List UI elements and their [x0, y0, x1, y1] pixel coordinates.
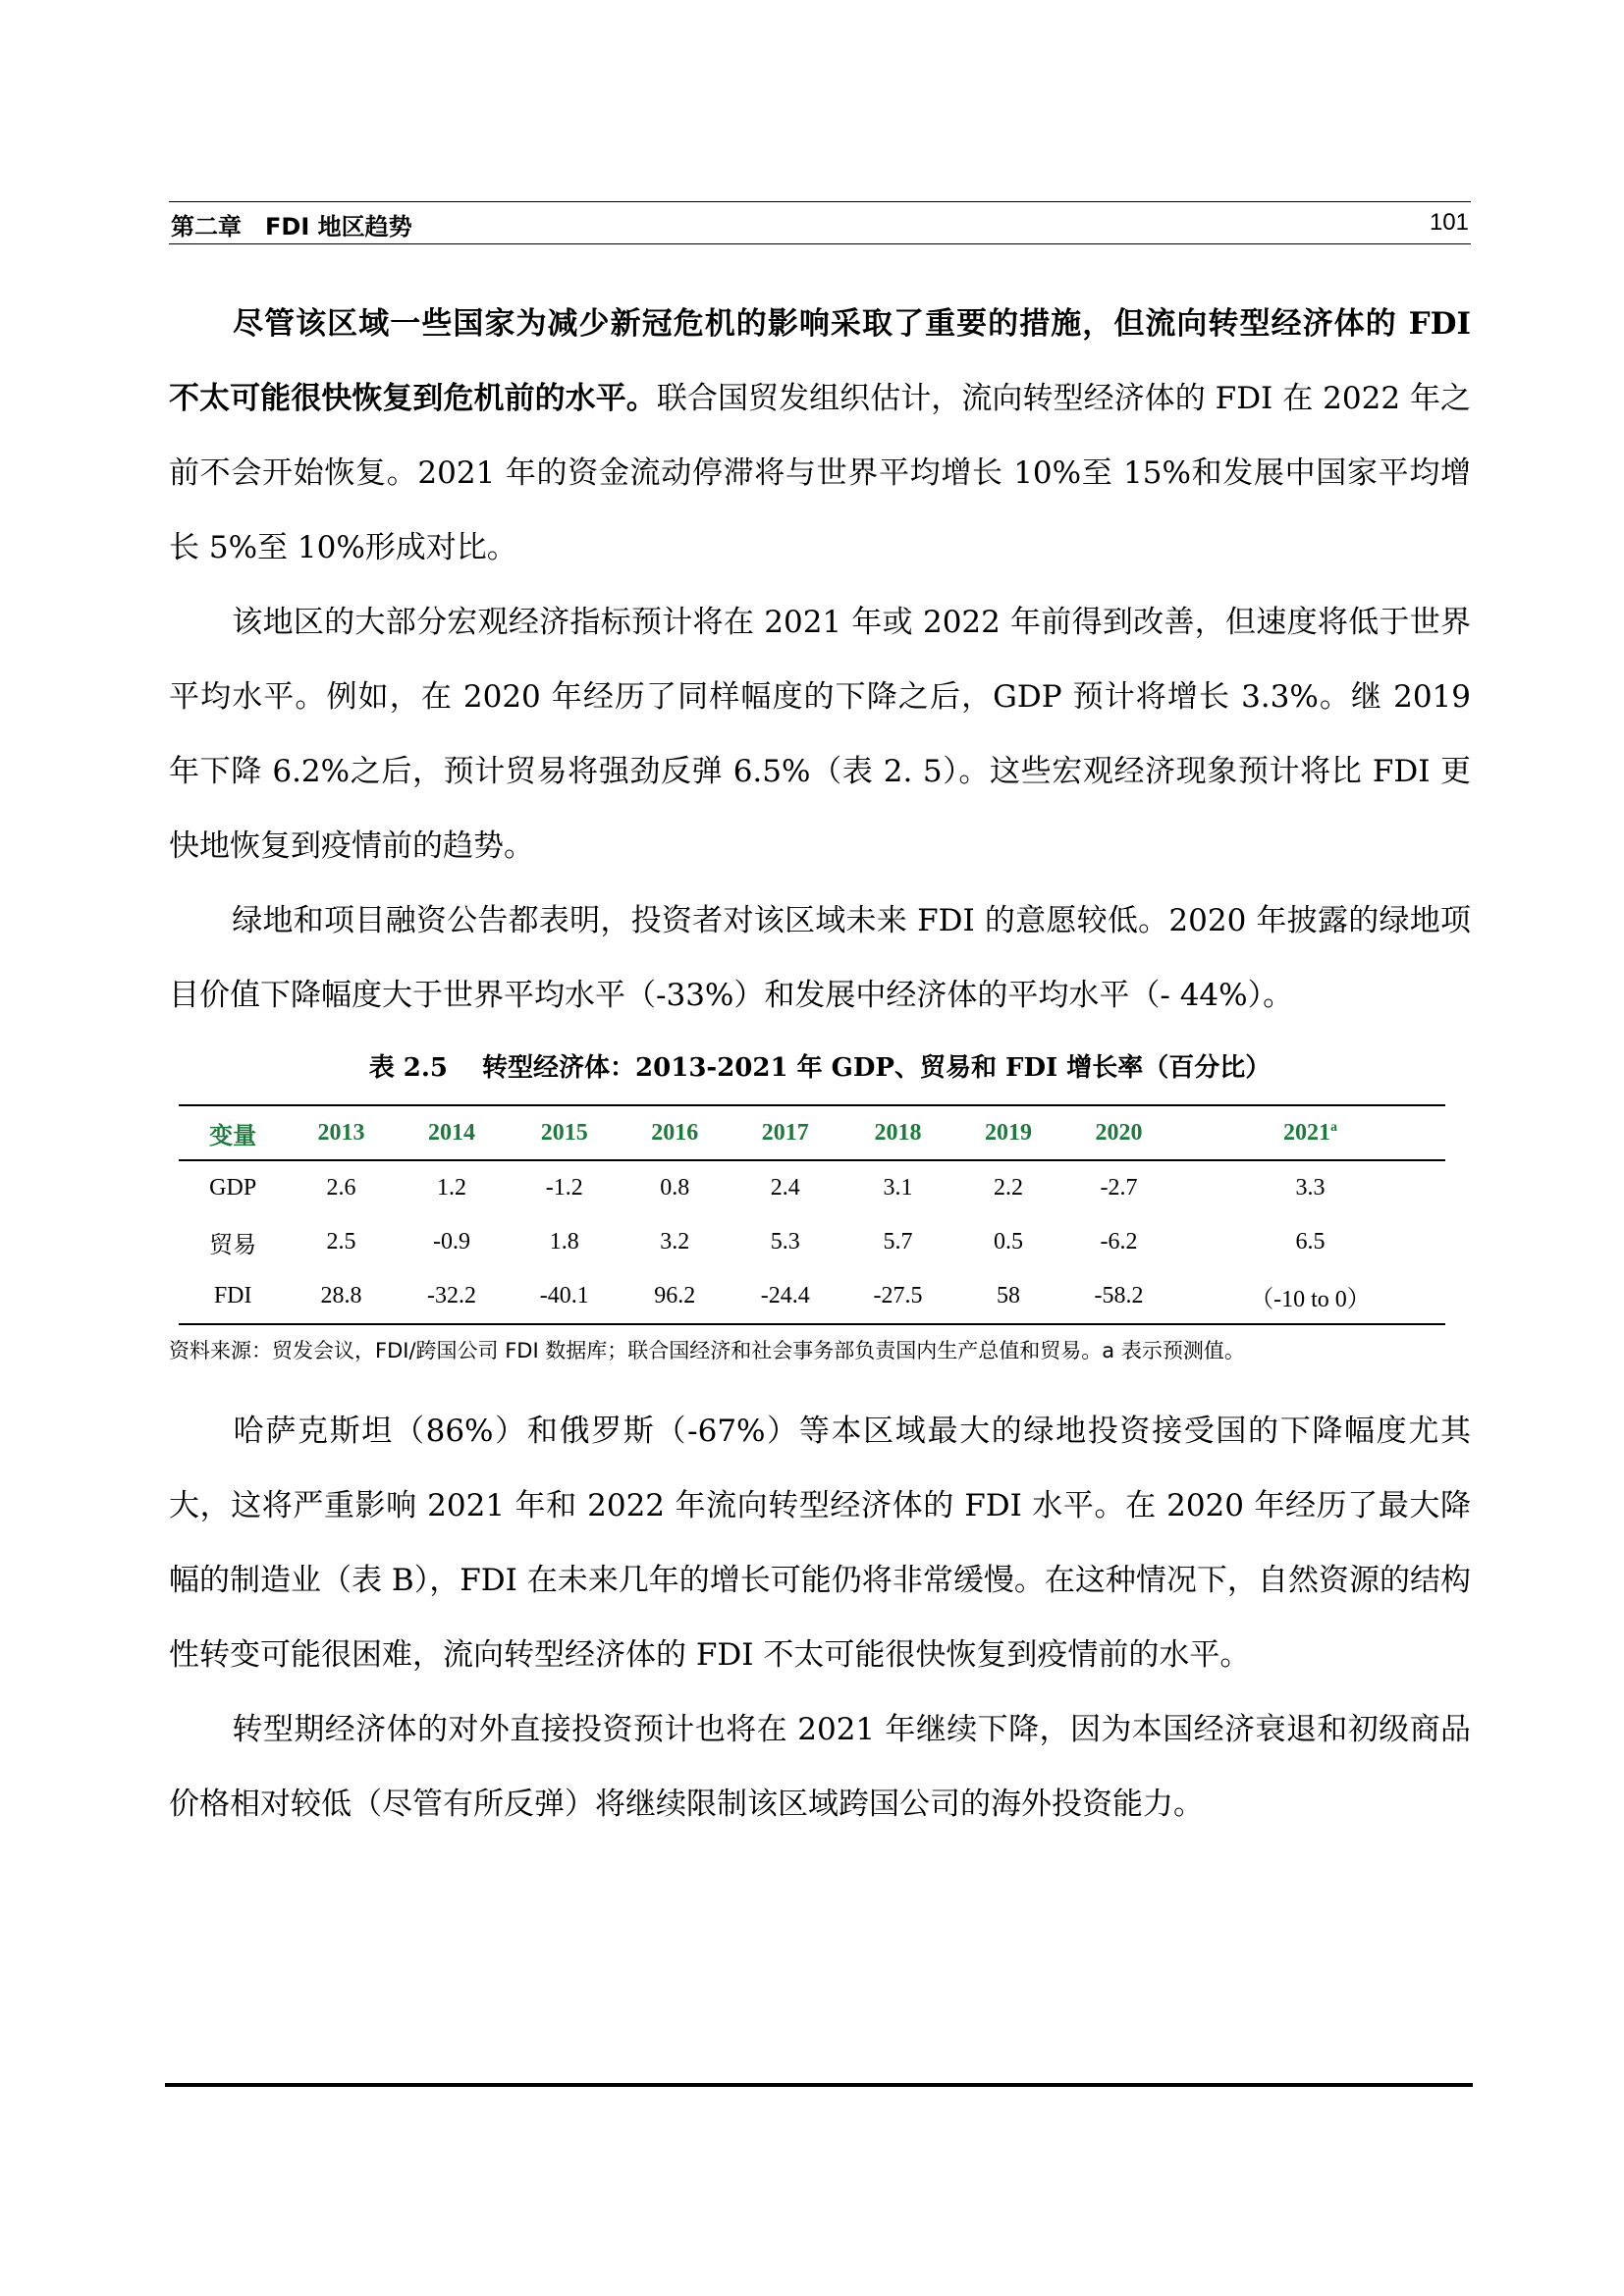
- table-cell: -24.4: [729, 1269, 841, 1324]
- header-year: 2014: [396, 1105, 509, 1160]
- table-cell: 2.5: [326, 1229, 356, 1255]
- paragraph-3: [169, 883, 1471, 1033]
- paragraph-1: [169, 287, 1471, 585]
- paragraph-5: [169, 1692, 1471, 1842]
- header-variable: 变量: [179, 1105, 287, 1160]
- table-cell: 28.8: [287, 1269, 395, 1324]
- growth-rate-table: [179, 1104, 1445, 1325]
- table-cell: 3.3: [1295, 1175, 1326, 1201]
- row-label: GDP: [209, 1175, 257, 1201]
- row-label: FDI: [179, 1269, 287, 1324]
- paragraph-2: [169, 585, 1471, 883]
- table-row: [179, 1160, 1445, 1215]
- header-year: 2020: [1062, 1105, 1175, 1160]
- header-bottom-rule: [169, 243, 1471, 244]
- table-cell: 6.5: [1295, 1229, 1326, 1255]
- page-number: 101: [1429, 209, 1469, 236]
- table-source-note: 资料来源：贸发会议，FDI/跨国公司 FDI 数据库；联合国经济和社会事务部负责国内生产总值和贸易。a 表示预测值。: [169, 1339, 1245, 1362]
- table-cell: 96.2: [621, 1269, 729, 1324]
- chapter-title: 第二章 FDI 地区趋势: [171, 213, 412, 240]
- table-cell: 5.7: [883, 1229, 913, 1255]
- header-year-label: 2021: [1282, 1119, 1330, 1146]
- header-year: 2015: [508, 1105, 621, 1160]
- table-cell: 0.5: [994, 1229, 1023, 1255]
- paragraph-4-text: 哈萨克斯坦（86%）和俄罗斯（-67%）等本区域最大的绿地投资接受国的下降幅度尤其大，这将严重影响 2021 年和 2022 年流向转型经济体的 FDI 水平。在 2020 年经历了最大降幅的制造业（表 B），FDI 在未来几年的增长可能仍将非常缓慢。在这种情况下，自然资源的结构性转变可能很困难，流向转型经济体的 FDI 不太可能很快恢复到疫情前的水平。: [169, 1414, 1471, 1673]
- page-header: [169, 201, 1471, 244]
- table-cell: 1.8: [549, 1229, 579, 1255]
- table-cell: 2.6: [326, 1175, 356, 1201]
- paragraph-5-text: 转型期经济体的对外直接投资预计也将在 2021 年继续下降，因为本国经济衰退和初级商品价格相对较低（尽管有所反弹）将继续限制该区域跨国公司的海外投资能力。: [169, 1712, 1471, 1822]
- table-cell: -2.7: [1100, 1175, 1138, 1201]
- table-cell: 5.3: [770, 1229, 800, 1255]
- table-header-row: [179, 1105, 1445, 1160]
- table-row: [179, 1269, 1445, 1324]
- table-cell: -0.9: [433, 1229, 471, 1255]
- header-year-forecast: [1175, 1105, 1445, 1160]
- paragraph-2-text: 该地区的大部分宏观经济指标预计将在 2021 年或 2022 年前得到改善，但速度将低于世界平均水平。例如，在 2020 年经历了同样幅度的下降之后，GDP 预计将增长 3.3%。继 2019 年下降 6.2%之后，预计贸易将强劲反弹 6.5%（表 2. 5）。这些宏观经济现象预计将比 FDI 更快地恢复到疫情前的趋势。: [169, 605, 1471, 864]
- table-cell: -32.2: [396, 1269, 509, 1324]
- header-year: 2016: [621, 1105, 729, 1160]
- table-cell: -1.2: [545, 1175, 583, 1201]
- table-cell: 0.8: [660, 1175, 690, 1201]
- section-upper: [169, 287, 1471, 1033]
- table-cell: -40.1: [508, 1269, 621, 1324]
- header-year: 2017: [729, 1105, 841, 1160]
- section-lower: [169, 1394, 1471, 1842]
- table-row: [179, 1215, 1445, 1269]
- paragraph-1-text: 联合国贸发组织估计，流向转型经济体的 FDI 在 2022 年之前不会开始恢复。2021 年的资金流动停滞将与世界平均增长 10%至 15%和发展中国家平均增长 5%至 10%形成对比。: [169, 381, 1472, 565]
- table-cell: -58.2: [1062, 1269, 1175, 1324]
- header-year: 2019: [954, 1105, 1062, 1160]
- paragraph-1-bold: 尽管该区域一些国家为减少新冠危机的影响采取了重要的措施，但流向转型经济体的 FDI 不太可能很快恢复到危机前的水平。: [169, 306, 1471, 416]
- table-cell: 3.1: [883, 1175, 913, 1201]
- table-cell: 2.4: [770, 1175, 800, 1201]
- header-year: 2013: [287, 1105, 395, 1160]
- table-cell: -27.5: [841, 1269, 954, 1324]
- row-label: 贸易: [209, 1233, 257, 1258]
- paragraph-3-text: 绿地和项目融资公告都表明，投资者对该区域未来 FDI 的意愿较低。2020 年披露的绿地项目价值下降幅度大于世界平均水平（-33%）和发展中经济体的平均水平（- 44%）。: [169, 903, 1471, 1013]
- table-cell: 2.2: [994, 1175, 1023, 1201]
- paragraph-4: [169, 1394, 1471, 1692]
- table-title: 表 2.5 转型经济体：2013-2021 年 GDP、贸易和 FDI 增长率（百分比）: [368, 1053, 1272, 1083]
- header-top-rule: [169, 201, 1471, 202]
- table-cell: 58: [954, 1269, 1062, 1324]
- table-cell: 1.2: [437, 1175, 467, 1201]
- table-cell: -6.2: [1100, 1229, 1138, 1255]
- table-cell: 3.2: [660, 1229, 690, 1255]
- header-year: 2018: [841, 1105, 954, 1160]
- table-cell: （-10 to 0）: [1175, 1269, 1445, 1324]
- footer-rule: [165, 2083, 1473, 2087]
- forecast-superscript: a: [1329, 1119, 1337, 1135]
